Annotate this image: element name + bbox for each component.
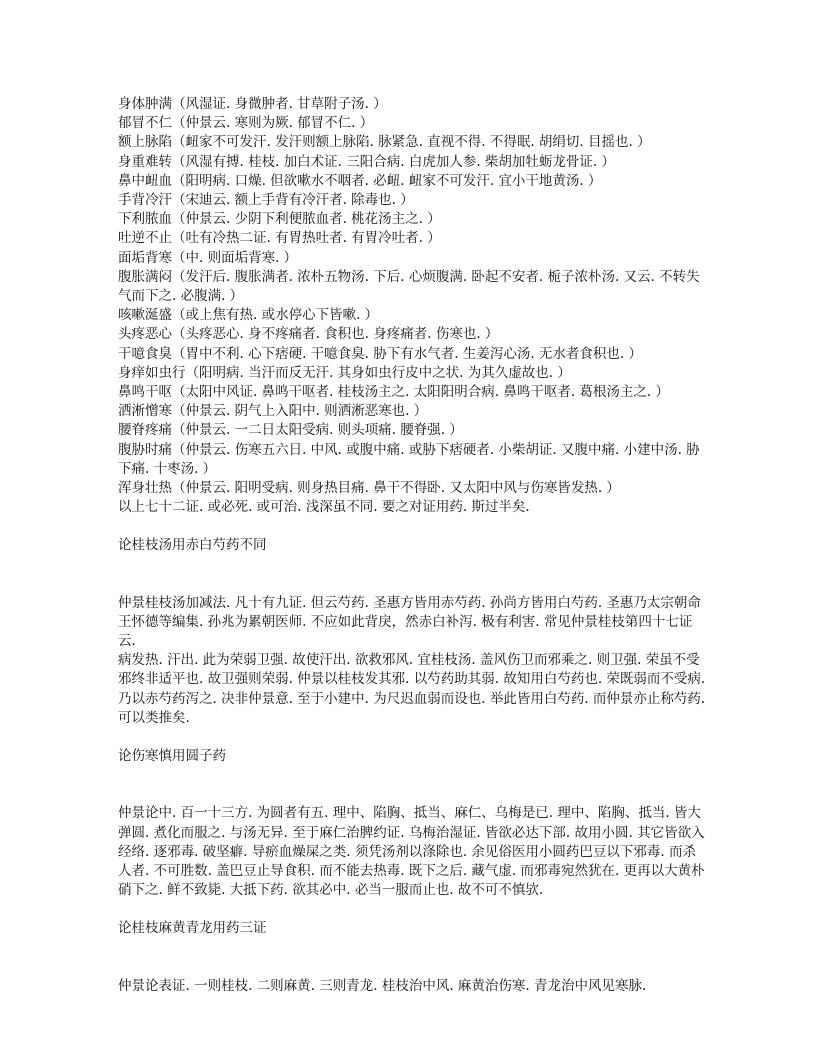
symptom-name: 吐逆不止: [118, 230, 172, 247]
spacer: [118, 766, 708, 804]
symptom-name: 浑身壮热: [118, 480, 172, 497]
symptom-line: [118, 249, 708, 268]
symptom-note: （胃中不利. 心下痞硬. 干噫食臭. 胁下有水气者. 生姜泻心汤. 无水者食积也. ）: [172, 345, 642, 362]
symptom-note: （太阳中风证. 鼻鸣干呕者. 桂枝汤主之. 太阳阳明合病. 鼻鸣干呕者. 葛根汤主之. ）: [172, 384, 669, 401]
symptom-note: （风湿证. 身微肿者. 甘草附子汤. ）: [172, 96, 387, 112]
symptom-list: [118, 95, 708, 517]
summary-line: 以上七十二证. 或必死. 或可治. 浅深虽不同. 要之对证用药. 斯过半矣.: [118, 499, 530, 516]
symptom-line: [118, 421, 708, 440]
symptom-name: 咳嗽涎盛: [118, 307, 172, 324]
symptom-note: （头疼恶心. 身不疼痛者. 食积也. 身疼痛者. 伤寒也. ）: [172, 326, 499, 343]
spacer: [118, 517, 708, 536]
symptom-name: 手背冷汗: [118, 192, 172, 209]
symptom-name: 腰脊疼痛: [118, 422, 172, 439]
section-heading: 论桂枝麻黄青龙用药三证: [118, 920, 267, 937]
spacer: [118, 728, 708, 747]
symptom-line: [118, 441, 708, 479]
symptom-note: （阳明病. 当汗而反无汗. 其身如虫行皮中之状. 为其久虚故也. ）: [185, 364, 571, 381]
symptom-line: [118, 364, 708, 383]
symptom-line: [118, 210, 708, 229]
symptom-note: （衄家不可发汗. 发汗则额上脉陷. 脉紧急. 直视不得. 不得眠. 胡绢切. 目摇也. ）: [172, 134, 651, 151]
symptom-line: [118, 114, 708, 133]
symptom-name: 额上脉陷: [118, 134, 172, 151]
symptom-name: 洒淅憎寒: [118, 403, 172, 420]
symptom-note: （仲景云. 一二日太阳受病. 则头项痛. 腰脊强. ）: [172, 422, 463, 439]
symptom-line: [118, 402, 708, 421]
symptom-name: 腹胁时痛: [118, 441, 172, 458]
symptom-line: [118, 345, 708, 364]
section-pill-caution: [118, 747, 708, 900]
symptom-note: （仲景云. 阳明受病. 则身热目痛. 鼻干不得卧. 又太阳中风与伤寒皆发热. ）: [172, 480, 620, 497]
symptom-note: （仲景云. 伤寒五六日. 中风. 或腹中痛. 或胁下痞硬者. 小柴胡证. 又腹中痛. 小建中汤. 胁下痛. 十枣汤. ）: [118, 441, 700, 477]
symptom-line: [118, 325, 708, 344]
symptom-name: 身重难转: [118, 153, 172, 170]
symptom-name: 郁冒不仁: [118, 115, 172, 132]
symptom-name: 鼻鸣干呕: [118, 384, 172, 401]
symptom-name: 头疼恶心: [118, 326, 172, 343]
symptom-name: 面垢背寒: [118, 249, 172, 266]
section-three-formulas: [118, 919, 708, 995]
section-guizhi-shaoyao: [118, 536, 708, 728]
paragraph: 仲景论中. 百一十三方. 为圆者有五. 理中、陷胸、抵当、麻仁、乌梅是已. 理中、陷胸、抵当. 皆大弹圆. 煮化而服之. 与汤无异. 至于麻仁治脾约证. 乌梅治湿证. 皆欲必达下部. 故用小圆. 其它皆欲入经络. 逐邪毒. 破坚癖. 导瘀血燥屎之类. 须凭汤剂以涤除也. 余见俗医用小圆药巴豆以下邪毒. 而杀人者. 不可胜数. 盖巴豆止导食积. 而不能去热毒. 既下之后. 藏气虚. 而邪毒宛然犹在. 更再以大黄朴硝下之. 鲜不致毙. 大抵下药. 欲其必中. 必当一服而止也. 故不可不慎欤.: [118, 805, 705, 899]
spacer: [118, 900, 708, 919]
symptom-note: （仲景云. 少阴下利便脓血者. 桃花汤主之. ）: [172, 211, 441, 228]
symptom-line: [118, 153, 708, 172]
document-page: [118, 95, 708, 996]
symptom-line: [118, 133, 708, 152]
symptom-note: （宋迪云. 额上手背有冷汗者. 除毒也. ）: [172, 192, 414, 209]
symptom-line: [118, 479, 708, 498]
symptom-note: （阳明病. 口燥. 但欲嗽水不咽者. 必衄. 衄家不可发汗. 宜小干地黄汤. ）: [172, 172, 602, 189]
symptom-name: 下利脓血: [118, 211, 172, 228]
symptom-line: [118, 172, 708, 191]
symptom-note: （仲景云. 寒则为厥. 郁冒不仁. ）: [172, 115, 374, 132]
symptom-note: （或上焦有热. 或水停心下皆嗽. ）: [172, 307, 379, 324]
symptom-note: （发汗后. 腹胀满者. 浓朴五物汤. 下后. 心烦腹满. 卧起不安者. 栀子浓朴汤. 又云. 不转失气而下之. 必腹满. ）: [118, 268, 700, 305]
symptom-note: （吐有冷热二证. 有胃热吐者. 有胃冷吐者. ）: [172, 230, 441, 247]
section-heading: 论伤寒慎用圆子药: [118, 748, 226, 765]
spacer: [118, 556, 708, 594]
symptom-name: 身痒如虫行: [118, 364, 186, 381]
paragraph: 仲景桂枝汤加减法. 凡十有九证. 但云芍药. 圣惠方皆用赤芍药. 孙尚方皆用白芍药. 圣惠乃太宗朝命王怀德等编集. 孙兆为累朝医师. 不应如此背戾，然赤白补泻. 极有利害. 常见仲景桂枝第四十七证云.: [118, 594, 701, 650]
symptom-name: 鼻中衄血: [118, 172, 172, 189]
symptom-note: （仲景云. 阴气上入阳中. 则洒淅恶寒也. ）: [172, 403, 428, 420]
symptom-line: [118, 95, 708, 114]
spacer: [118, 939, 708, 977]
symptom-name: 腹胀满闷: [118, 268, 172, 285]
symptom-name: 干噫食臭: [118, 345, 172, 362]
paragraph: 仲景论表证. 一则桂枝. 二则麻黄. 三则青龙. 桂枝治中风. 麻黄治伤寒. 青龙治中风见寒脉.: [118, 977, 647, 994]
symptom-line: [118, 191, 708, 210]
symptom-line: [118, 306, 708, 325]
paragraph: 病发热. 汗出. 此为荣弱卫强. 故使汗出. 欲救邪风. 宜桂枝汤. 盖风伤卫而邪乘之. 则卫强. 荣虽不受邪终非适平也. 故卫强则荣弱. 仲景以桂枝发其邪. 以芍药助其弱. 故知用白芍药也. 荣既弱而不受病. 乃以赤芍药泻之. 决非仲景意. 至于小建中. 为尺迟血弱而设也. 举此皆用白芍药. 而仲景亦止称芍药. 可以类推矣.: [118, 652, 706, 726]
symptom-line: [118, 229, 708, 248]
symptom-line: [118, 268, 708, 306]
symptom-note: （中. 则面垢背寒. ）: [172, 249, 298, 266]
symptom-note: （风湿有搏. 桂枝. 加白术证. 三阳合病. 白虎加人参. 柴胡加牡蛎龙骨证. ）: [172, 153, 615, 170]
section-heading: 论桂枝汤用赤白芍药不同: [118, 537, 267, 554]
symptom-line: [118, 383, 708, 402]
symptom-name: 身体肿满: [118, 96, 172, 112]
